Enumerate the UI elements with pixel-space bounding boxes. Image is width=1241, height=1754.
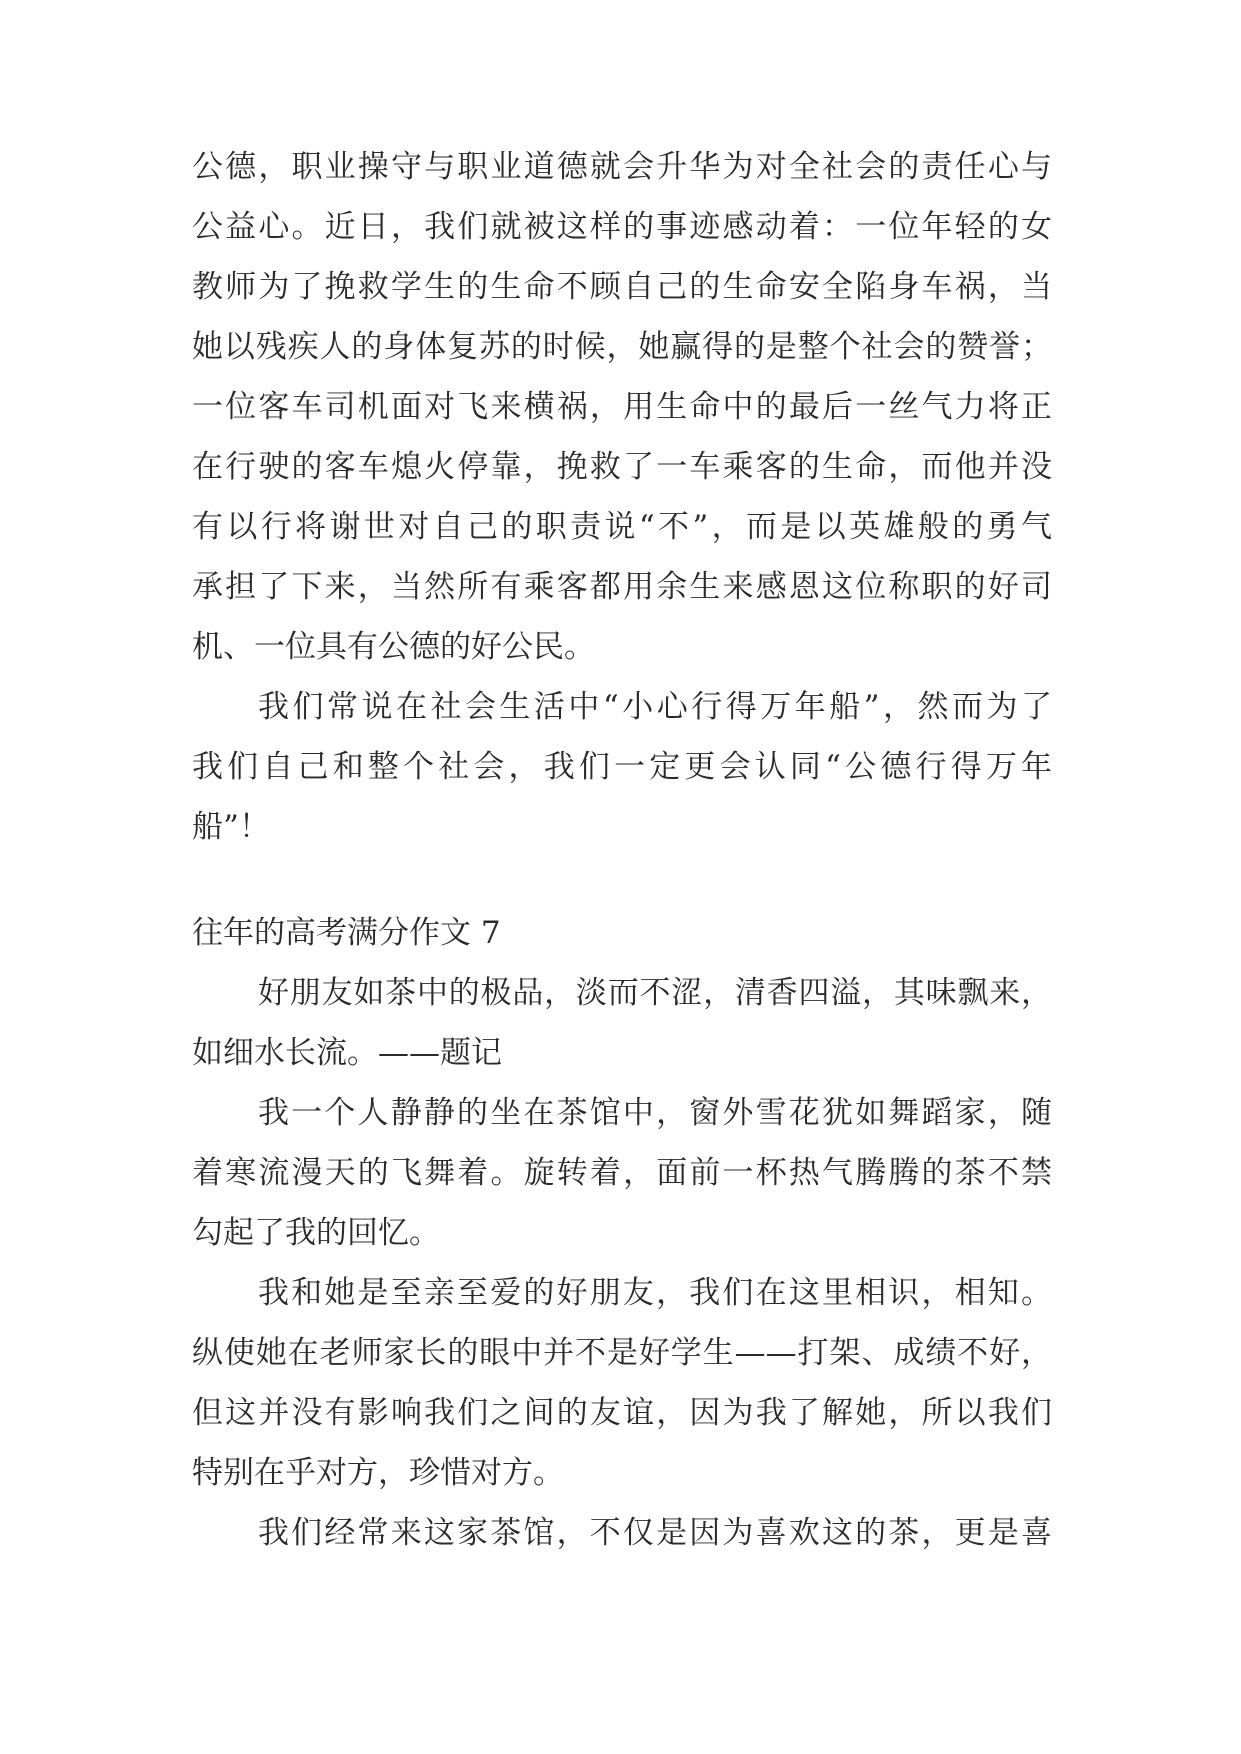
text-line: 有以行将谢世对自己的职责说“不”，而是以英雄般的勇气 bbox=[192, 509, 1052, 545]
text-line: 着寒流漫天的飞舞着。旋转着，面前一杯热气腾腾的茶不禁 bbox=[192, 1155, 1052, 1191]
text-line: 船”！ bbox=[192, 809, 270, 845]
text-line: 好朋友如茶中的极品，淡而不涩，清香四溢，其味飘来， bbox=[258, 975, 1052, 1011]
text-line: 公德，职业操守与职业道德就会升华为对全社会的责任心与 bbox=[192, 149, 1052, 185]
text-line: 一位客车司机面对飞来横祸，用生命中的最后一丝气力将正 bbox=[192, 389, 1052, 425]
text-line: 勾起了我的回忆。 bbox=[192, 1215, 440, 1251]
text-line: 承担了下来，当然所有乘客都用余生来感恩这位称职的好司 bbox=[192, 569, 1052, 605]
text-line: 我一个人静静的坐在茶馆中，窗外雪花犹如舞蹈家，随 bbox=[258, 1095, 1052, 1131]
text-line: 特别在乎对方，珍惜对方。 bbox=[192, 1455, 564, 1491]
text-line: 我们自己和整个社会，我们一定更会认同“公德行得万年 bbox=[192, 749, 1052, 785]
text-line: 我和她是至亲至爱的好朋友，我们在这里相识，相知。 bbox=[258, 1275, 1052, 1311]
text-line: 但这并没有影响我们之间的友谊，因为我了解她，所以我们 bbox=[192, 1395, 1052, 1431]
text-line: 如细水长流。——题记 bbox=[192, 1035, 502, 1071]
text-line: 我们常说在社会生活中“小心行得万年船”，然而为了 bbox=[258, 689, 1052, 725]
text-line: 在行驶的客车熄火停靠，挽救了一车乘客的生命，而他并没 bbox=[192, 449, 1052, 485]
essay-title: 往年的高考满分作文 7 bbox=[192, 915, 501, 951]
text-line: 公益心。近日，我们就被这样的事迹感动着：一位年轻的女 bbox=[192, 209, 1052, 245]
text-line: 我们经常来这家茶馆，不仅是因为喜欢这的茶，更是喜 bbox=[258, 1515, 1052, 1551]
text-line: 她以残疾人的身体复苏的时候，她赢得的是整个社会的赞誉； bbox=[192, 329, 1052, 365]
text-line: 纵使她在老师家长的眼中并不是好学生——打架、成绩不好， bbox=[192, 1335, 1052, 1371]
text-line: 机、一位具有公德的好公民。 bbox=[192, 629, 595, 665]
text-line: 教师为了挽救学生的生命不顾自己的生命安全陷身车祸，当 bbox=[192, 269, 1052, 305]
